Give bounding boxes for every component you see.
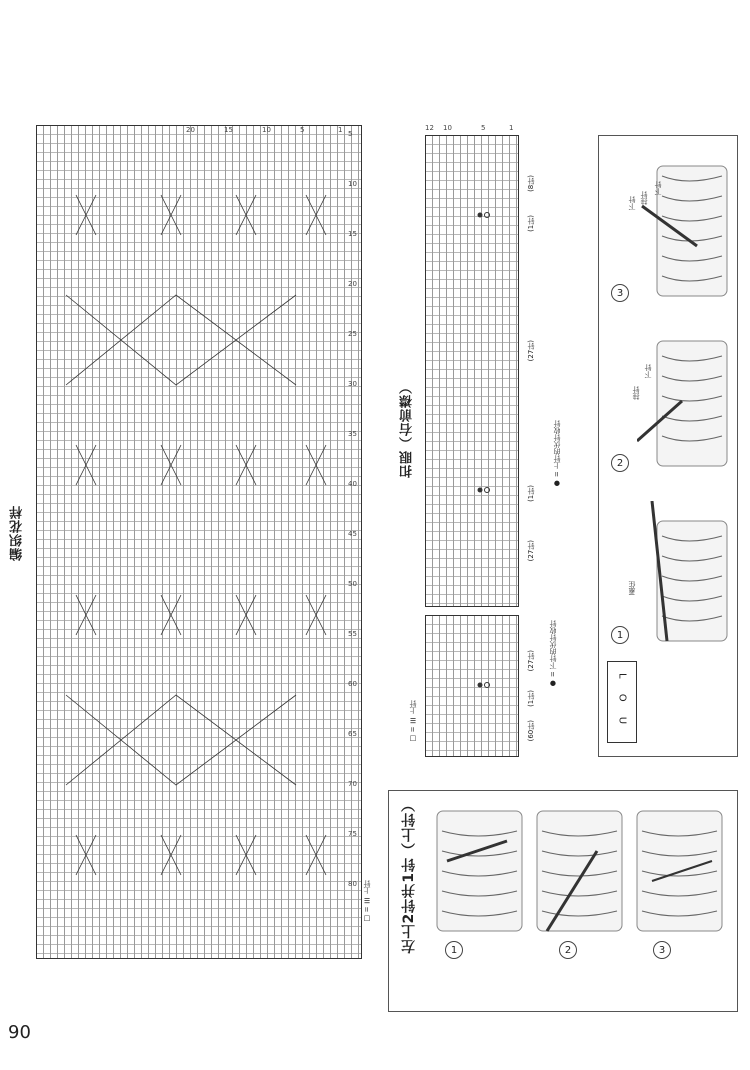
- stitch-count: (60针): [527, 720, 535, 742]
- bottom-illustration-panel: [388, 790, 738, 1012]
- cable-cross: [161, 195, 181, 235]
- col-number: 20: [186, 126, 195, 134]
- buttonhole-title: 扣眼（右前襟）: [400, 380, 415, 478]
- col-number: 12: [425, 124, 434, 132]
- step-circle: 2: [559, 941, 577, 959]
- diamond-line: [66, 695, 296, 785]
- buttonhole-dot: [478, 488, 483, 493]
- diamond-line: [66, 295, 296, 385]
- buttonhole-dot: [478, 683, 483, 688]
- step-circle: 1: [611, 626, 629, 644]
- label-s3a: 下针: [628, 196, 636, 210]
- legend-symbol: □ = ☰: [363, 896, 371, 923]
- knit-illustration-2: [637, 331, 732, 481]
- row-number: 40: [348, 480, 357, 488]
- cable-cross: [161, 595, 181, 635]
- bottom-panel-title-wrap: [399, 797, 419, 997]
- stitch-count: (1针): [527, 485, 535, 502]
- legend-decrease-knit: ● = 下针的伏针收针: [549, 620, 557, 688]
- buttonhole-ring: [485, 213, 490, 218]
- step-circle: 3: [611, 284, 629, 302]
- legend-purl: □ = ☰ 上针: [409, 700, 417, 743]
- stitch-count: (27针): [527, 340, 535, 362]
- row-number: 60: [348, 680, 357, 688]
- buttonhole-ring: [485, 488, 490, 493]
- cable-cross: [306, 445, 326, 485]
- legend-text: 上针: [363, 880, 371, 894]
- cable-cross: [236, 595, 256, 635]
- symbol-legend: L O U: [616, 673, 628, 731]
- stitch-count: (1针): [527, 215, 535, 232]
- row-number: 55: [348, 630, 357, 638]
- col-number-row: [180, 126, 353, 138]
- buttonhole-col-numbers: [425, 124, 517, 134]
- step-circle: 2: [611, 454, 629, 472]
- row-number: 25: [348, 330, 357, 338]
- buttonhole-dot: [478, 213, 483, 218]
- cable-cross: [306, 195, 326, 235]
- label-s1: 蓋住: [628, 581, 636, 595]
- row-number: 30: [348, 380, 357, 388]
- row-number: 80: [348, 880, 357, 888]
- pattern-legend: [362, 880, 372, 923]
- page-number: 90: [8, 1022, 31, 1043]
- row-number: 10: [348, 180, 357, 188]
- stitch-count: (27针): [527, 650, 535, 672]
- buttonhole-symbols: [425, 135, 517, 755]
- diamond-line: [66, 695, 296, 785]
- cable-cross: [306, 595, 326, 635]
- knit-illustration-1: [637, 501, 732, 651]
- cable-cross: [76, 835, 96, 875]
- stitch-count: (27针): [527, 540, 535, 562]
- row-number: 70: [348, 780, 357, 788]
- label-s3b: 挂针: [640, 191, 648, 205]
- knit-illustration-3: [637, 156, 732, 316]
- row-number: 75: [348, 830, 357, 838]
- row-number: 50: [348, 580, 357, 588]
- buttonhole-ring: [485, 683, 490, 688]
- bottom-illustrations: [427, 801, 727, 941]
- cable-cross: [76, 595, 96, 635]
- row-number: 20: [348, 280, 357, 288]
- row-number-column: [348, 130, 360, 950]
- cable-cross: [76, 445, 96, 485]
- label-s2b: 下针: [644, 364, 652, 378]
- label-s3c: 下针: [654, 181, 662, 195]
- row-number: 35: [348, 430, 357, 438]
- pattern-title: 编织花样: [10, 505, 25, 561]
- bottom-panel-title: 左上2针并1针（上针）: [401, 797, 417, 954]
- col-number: 1: [509, 124, 514, 132]
- row-number: 45: [348, 530, 357, 538]
- legend-decrease-purl: ● = 上针的伏针收针: [553, 420, 561, 488]
- cable-cross: [161, 445, 181, 485]
- knitting-chart-symbols: [36, 125, 360, 957]
- col-number: 15: [224, 126, 233, 134]
- cable-cross: [236, 835, 256, 875]
- buttonhole-counts: [520, 170, 544, 760]
- col-number: 5: [300, 126, 305, 134]
- cable-cross: [236, 445, 256, 485]
- row-number: 5: [348, 130, 353, 138]
- stitch-count: (8针): [527, 175, 535, 192]
- cable-cross: [306, 835, 326, 875]
- symbol-legend-box: [607, 661, 637, 743]
- cable-cross: [161, 835, 181, 875]
- cable-cross: [236, 195, 256, 235]
- col-number: 10: [443, 124, 452, 132]
- col-number: 10: [262, 126, 271, 134]
- diamond-line: [66, 295, 296, 385]
- step-circle: 3: [653, 941, 671, 959]
- stitch-count: (1针): [527, 690, 535, 707]
- col-number: 5: [481, 124, 486, 132]
- row-number: 15: [348, 230, 357, 238]
- cable-cross: [76, 195, 96, 235]
- col-number: 1: [338, 126, 343, 134]
- row-number: 65: [348, 730, 357, 738]
- step-circle: 1: [445, 941, 463, 959]
- label-s2a: 挂针: [632, 386, 640, 400]
- right-illustration-panel: [598, 135, 738, 757]
